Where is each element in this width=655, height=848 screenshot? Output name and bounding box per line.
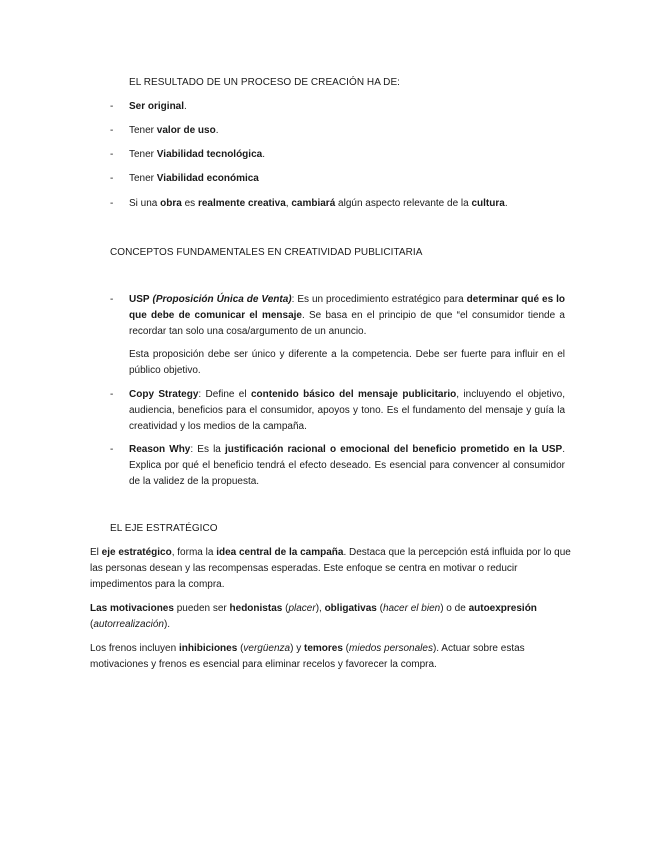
list-dash: - <box>110 101 114 112</box>
section-heading-resultado: EL RESULTADO DE UN PROCESO DE CREACIÓN HA DE: <box>129 77 401 88</box>
paragraph-motivaciones: Las motivaciones pueden ser hedonistas (placer), obligativas (hacer el bien) o de autoexpresión (autorrealización). <box>90 603 537 630</box>
list-dash: - <box>110 125 114 136</box>
paragraph-frenos: Los frenos incluyen inhibiciones (vergüenza) y temores (miedos personales). Actuar sobre estas motivaciones y frenos es esencial para eliminar recelos y favorecer la compra. <box>90 643 525 670</box>
list-dash: - <box>110 294 114 305</box>
list-dash: - <box>110 389 114 400</box>
section-heading-eje: EL EJE ESTRATÉGICO <box>110 523 218 534</box>
list-dash: - <box>110 149 114 160</box>
document-page: EL RESULTADO DE UN PROCESO DE CREACIÓN HA DE: - Ser original. - Tener valor de uso. - Tener Viabilidad tecnológica. - Tener Viabilidad económica - Si una obra es realmente creativa, cambiará algún aspecto relevante de la cultura. CONCEPTOS FUNDAMENTALES EN CREATIVIDAD PUBLICITARIA - USP (Proposición Única de Venta): Es un procedimiento estratégico para determinar qué es lo que debe de comunicar el mensaje. Se basa en el principio de que “el consumidor tiende a recordar tan solo una cosa/argumento de un anuncio. Esta proposición debe ser único y diferente a la competencia. Debe ser fuerte para influir en el público objetivo. - Copy Strategy: Define el contenido básico del mensaje publicitario, incluyendo el objetivo, audiencia, beneficios para el consumidor, apoyos y tono. Es el fundamento del mensaje y guía la creatividad y los medios de la campaña. - Reason Why: Es la justificación racional o emocional del beneficio prometido en la USP. Explica por qué el beneficio tendrá el efecto deseado. Es esencial para convencer al consumidor de la validez de la propuesta. EL EJE ESTRATÉGICO El eje estratégico, forma la idea central de la campaña. Destaca que la percepción está influida por lo que las personas desean y las recompensas esperadas. Este enfoque se centra en motivar o reducir impedimentos para la compra. Las motivaciones pueden ser hedonistas (placer), obligativas (hacer el bien) o de autoexpresión (autorrealización). Los frenos incluyen inhibiciones (vergüenza) y temores (miedos personales). Actuar sobre estas motivaciones y frenos es esencial para eliminar recelos y favorecer la compra. <box>0 0 655 848</box>
usp-extra-paragraph: Esta proposición debe ser único y diferente a la competencia. Debe ser fuerte para influir en el público objetivo. <box>129 349 565 376</box>
section-heading-conceptos: CONCEPTOS FUNDAMENTALES EN CREATIVIDAD PUBLICITARIA <box>110 247 423 258</box>
list-dash: - <box>110 173 114 184</box>
paragraph-eje-estrategico: El eje estratégico, forma la idea central de la campaña. Destaca que la percepción está influida por lo que las personas desean y las recompensas esperadas. Este enfoque se centra en motivar o reducir impedimentos para la compra. <box>90 547 571 590</box>
list-dash: - <box>110 444 114 455</box>
list-dash: - <box>110 198 114 209</box>
